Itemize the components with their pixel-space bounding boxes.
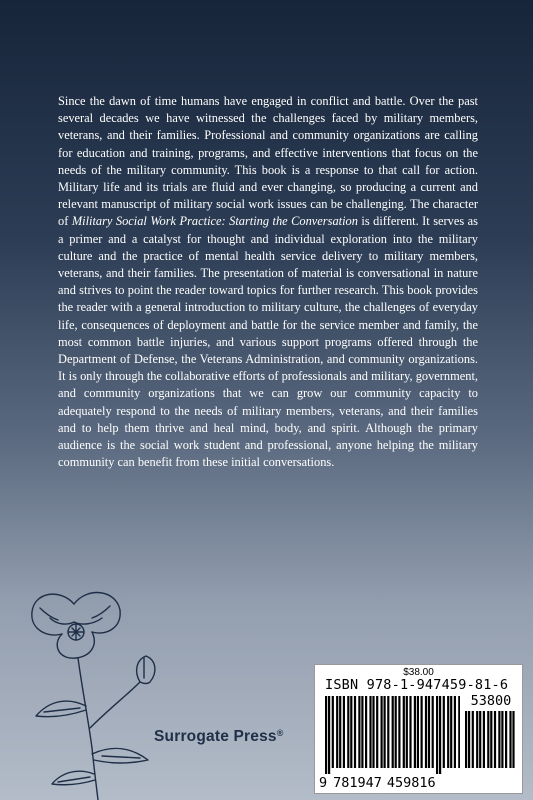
barcode-ean-digits	[319, 775, 436, 791]
publisher-logo	[154, 728, 284, 746]
barcode-bar	[450, 696, 452, 768]
barcode-bar	[369, 696, 371, 768]
barcode-bar	[403, 696, 405, 768]
barcode-bar	[325, 696, 327, 774]
barcode-bar	[417, 696, 419, 768]
barcode-bar	[339, 696, 341, 768]
barcode-box	[314, 664, 523, 794]
barcode-bar	[476, 711, 478, 768]
publisher-name: Surrogate Press	[154, 728, 277, 745]
blurb-text-part2: is different. It serves as a primer and a catalyst for thought and individual exploration into the military culture and the practice of mental health service delivery to military members, veterans, and their families. The presentation of material is conversational in nature and strives to point the reader toward topics for further research. This book provides the reader with a general introduction to military culture, the challenges of everyday life, consequences of deployment and battle for the service member and family, the most common battle injuries, and various support programs offered through the Department of Defense, the Veterans Administration, and community organizations. It is only through the collaborative efforts of professionals and military, government, and community organizations that we can grow our community capacity to adequately respond to the needs of military members, veterans, and their families and to help them thrive and heal mind, body, and spirit. Although the primary audience is the social work student and professional, anyone helping the military community can benefit from these initial conversations.	[58, 214, 478, 470]
barcode-bar	[479, 711, 481, 768]
barcode-bar	[381, 696, 383, 768]
isbn-label: ISBN 978-1-947459-81-6	[325, 677, 509, 693]
barcode-bar	[443, 696, 445, 768]
barcode-bar	[350, 696, 352, 768]
barcode-bar	[432, 696, 434, 768]
barcode-bar	[505, 711, 507, 768]
barcode-bar	[458, 696, 460, 768]
barcode-bar	[343, 696, 345, 768]
barcode-bar	[454, 696, 456, 768]
barcode-bar	[447, 696, 449, 768]
blurb-text-part1: Since the dawn of time humans have engaged in conflict and battle. Over the past several decades we have witnessed the challenges faced by military members, veterans, and their families. Professional and community organizations are calling for education and training, programs, and effective interventions that focus on the needs of the military community. This book is a response to that call for action. Military life and its trials are fluid and ever changing, so producing a current and relevant manuscript of military social work issues can be challenging. The character of	[58, 94, 478, 229]
barcode-bar	[384, 696, 386, 768]
barcode-bar	[332, 696, 334, 768]
barcode-bar	[354, 696, 356, 768]
barcode-bar	[498, 711, 500, 768]
barcode-bar	[372, 696, 374, 768]
barcode-bar	[409, 696, 411, 768]
poppy-illustration-icon	[22, 578, 172, 800]
barcode-bar	[494, 711, 496, 768]
barcode-bar	[436, 696, 438, 774]
barcode-bar	[512, 711, 514, 768]
barcode-bar	[395, 696, 397, 768]
barcode-bar	[336, 696, 338, 768]
barcode-bar	[472, 711, 474, 768]
barcode-bar	[347, 696, 349, 768]
barcode-bar	[414, 696, 416, 768]
barcode-bar	[490, 711, 492, 768]
barcode-bar	[465, 711, 467, 768]
barcode-bar	[483, 711, 485, 768]
ean-right-group: 459816	[386, 775, 436, 791]
barcode-bar	[376, 696, 378, 768]
barcode-bar	[487, 711, 489, 768]
barcode-main-bars	[325, 696, 460, 774]
price-label: $38.00	[403, 667, 434, 678]
ean-left-group: 781947	[333, 775, 382, 791]
barcode-bar	[509, 711, 511, 768]
barcode-addon-bars	[465, 711, 515, 774]
barcode-bar	[398, 696, 400, 768]
registered-mark: ®	[276, 728, 284, 738]
barcode-bar	[387, 696, 389, 768]
barcode-bar	[501, 711, 503, 768]
barcode-bar	[439, 696, 441, 774]
barcode-bar	[406, 696, 408, 768]
barcode-bar	[361, 696, 363, 768]
ean-first-digit: 9	[319, 775, 328, 791]
barcode-bar	[468, 711, 470, 768]
cover-blurb	[58, 93, 478, 471]
barcode-bar	[365, 696, 367, 768]
barcode-bar	[392, 696, 394, 768]
blurb-book-title: Military Social Work Practice: Starting the Conversation	[71, 214, 358, 229]
barcode-bar	[421, 696, 423, 768]
barcode-bar	[328, 696, 330, 774]
barcode-bar	[358, 696, 360, 768]
barcode-bar	[425, 696, 427, 768]
barcode-addon-digits: 53800	[470, 693, 512, 709]
barcode-bar	[428, 696, 430, 768]
